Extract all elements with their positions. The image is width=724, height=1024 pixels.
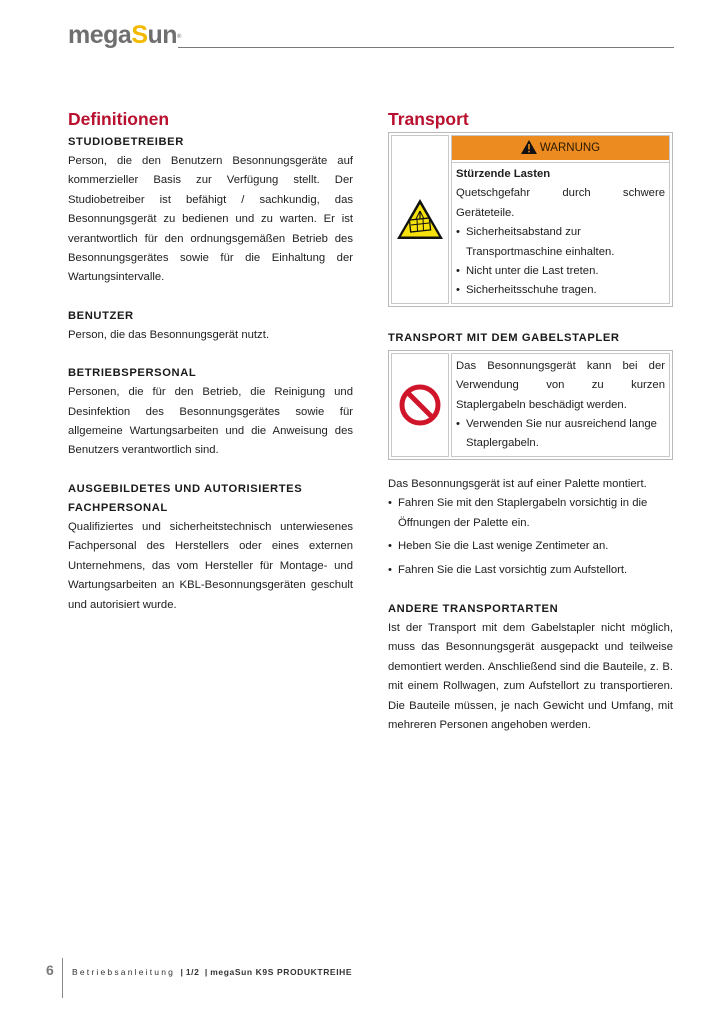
notice-content [452,354,669,456]
warning-banner-label: WARNUNG [539,142,601,154]
warning-box [388,132,673,307]
transport-title: Transport [388,109,469,129]
footer-text [72,967,352,977]
other-transport-heading: ANDERE TRANSPORTARTEN [388,602,559,615]
spacer [68,461,353,480]
section-text-betriebspersonal: Personen, die für den Betrieb, die Reinigung und Desinfektion des Besonnungsgerätes sowie für allgemeine Wartungsarbeiten und die Anweisung des Benutzers verantwortlich sind. [68,386,353,457]
warning-triangle-icon [521,139,537,164]
megasun-logo [68,20,181,50]
definitions-column [68,108,353,615]
section-heading-benutzer: BENUTZER [68,309,134,322]
warning-bullets [456,223,665,301]
forklift-step: • Fahren Sie mit den Staplergabeln vorsichtig in die Öffnungen der Palette ein. [388,494,673,533]
definitions-title: Definitionen [68,109,170,129]
section-text-studiobetreiber: Person, die den Benutzern Besonnungsgeräte auf kommerzieller Basis zur Verfügung stellt. Der Studiobetreiber ist befähigt / sachkundig, das Besonnungsgerät zu bedienen und zu warten. Er ist verantwortlich für den ordnungsgemäßen Betrieb des Besonnungsgerätes sowie für die Einhaltung der Wartungsintervalle. [68,155,353,284]
other-transport-text: Ist der Transport mit dem Gabelstapler nicht möglich, muss das Besonnungsgerät ausgepackt und teilweise demontiert werden. Anschließend sind die Bauteile, z. B. mit einem Rollwagen, zum Aufstellort zu transportieren. Die Bauteile müssen, je nach Gewicht und Umfang, mit mehreren Personen angehoben werden. [388,621,673,731]
falling-load-warning-icon [391,135,449,304]
warning-heading: Stürzende Lasten [456,168,551,180]
spacer [388,307,673,329]
registered-mark: ® [177,34,181,40]
footer-product: megaSun K9S PRODUKTREIHE [210,967,353,977]
section-heading-fachpersonal-line2: FACHPERSONAL [68,501,168,514]
logo-accent: S [131,21,148,49]
warning-text: Quetschgefahr durch schwere Geräteteile. [456,187,665,219]
footer-doc-title: Betriebsanleitung [72,967,176,977]
warning-content [452,162,669,303]
spacer [68,288,353,307]
warning-bullet: • Sicherheitsschuhe tragen. [456,281,665,300]
forklift-step: • Fahren Sie die Last vorsichtig zum Aufstellort. [388,561,673,580]
warning-bullet: • Sicherheitsabstand zur Transportmaschine einhalten. [456,223,665,262]
notice-body [451,353,670,457]
footer-divider [62,958,63,998]
warning-bullet: • Nicht unter die Last treten. [456,262,665,281]
page-header [68,20,674,50]
spacer [388,584,673,600]
forklift-steps [388,494,673,580]
transport-column [388,108,673,735]
forklift-heading: TRANSPORT MIT DEM GABELSTAPLER [388,331,620,344]
section-text-benutzer: Person, die das Besonnungsgerät nutzt. [68,328,269,341]
footer-separator: | [204,967,208,977]
notice-text: Das Besonnungsgerät kann bei der Verwendung von zu kurzen Staplergabeln beschädigt werden. [456,359,665,411]
section-heading-betriebspersonal: BETRIEBSPERSONAL [68,367,197,380]
section-heading-studiobetreiber: STUDIOBETREIBER [68,136,184,148]
warning-banner [452,136,669,162]
section-text-fachpersonal: Qualifiziertes und sicherheitstechnisch unterwiesenes Fachpersonal des Herstellers oder eines externen Unternehmens, das vom Hersteller für Montage- und Wartungsarbeiten an KBL-Besonnungsgeräten geschult und autorisiert wurde. [68,520,353,611]
notice-bullets [456,415,665,454]
spacer [68,345,353,364]
header-rule [178,47,674,48]
prohibition-icon [391,353,449,457]
section-heading-fachpersonal-line1: AUSGEBILDETES UND AUTORISIERTES [68,482,303,495]
footer-part: 1/2 [185,967,200,977]
spacer [388,460,673,475]
logo-prefix: mega [68,21,132,49]
page-number: 6 [46,962,54,978]
warning-body [451,135,670,304]
footer-separator: | [180,967,183,977]
logo-suffix: un [147,21,178,49]
forklift-intro: Das Besonnungsgerät ist auf einer Palette montiert. [388,477,647,490]
forklift-step: • Heben Sie die Last wenige Zentimeter an. [388,537,673,556]
notice-box [388,350,673,460]
notice-bullet: • Verwenden Sie nur ausreichend lange Staplergabeln. [456,415,665,454]
